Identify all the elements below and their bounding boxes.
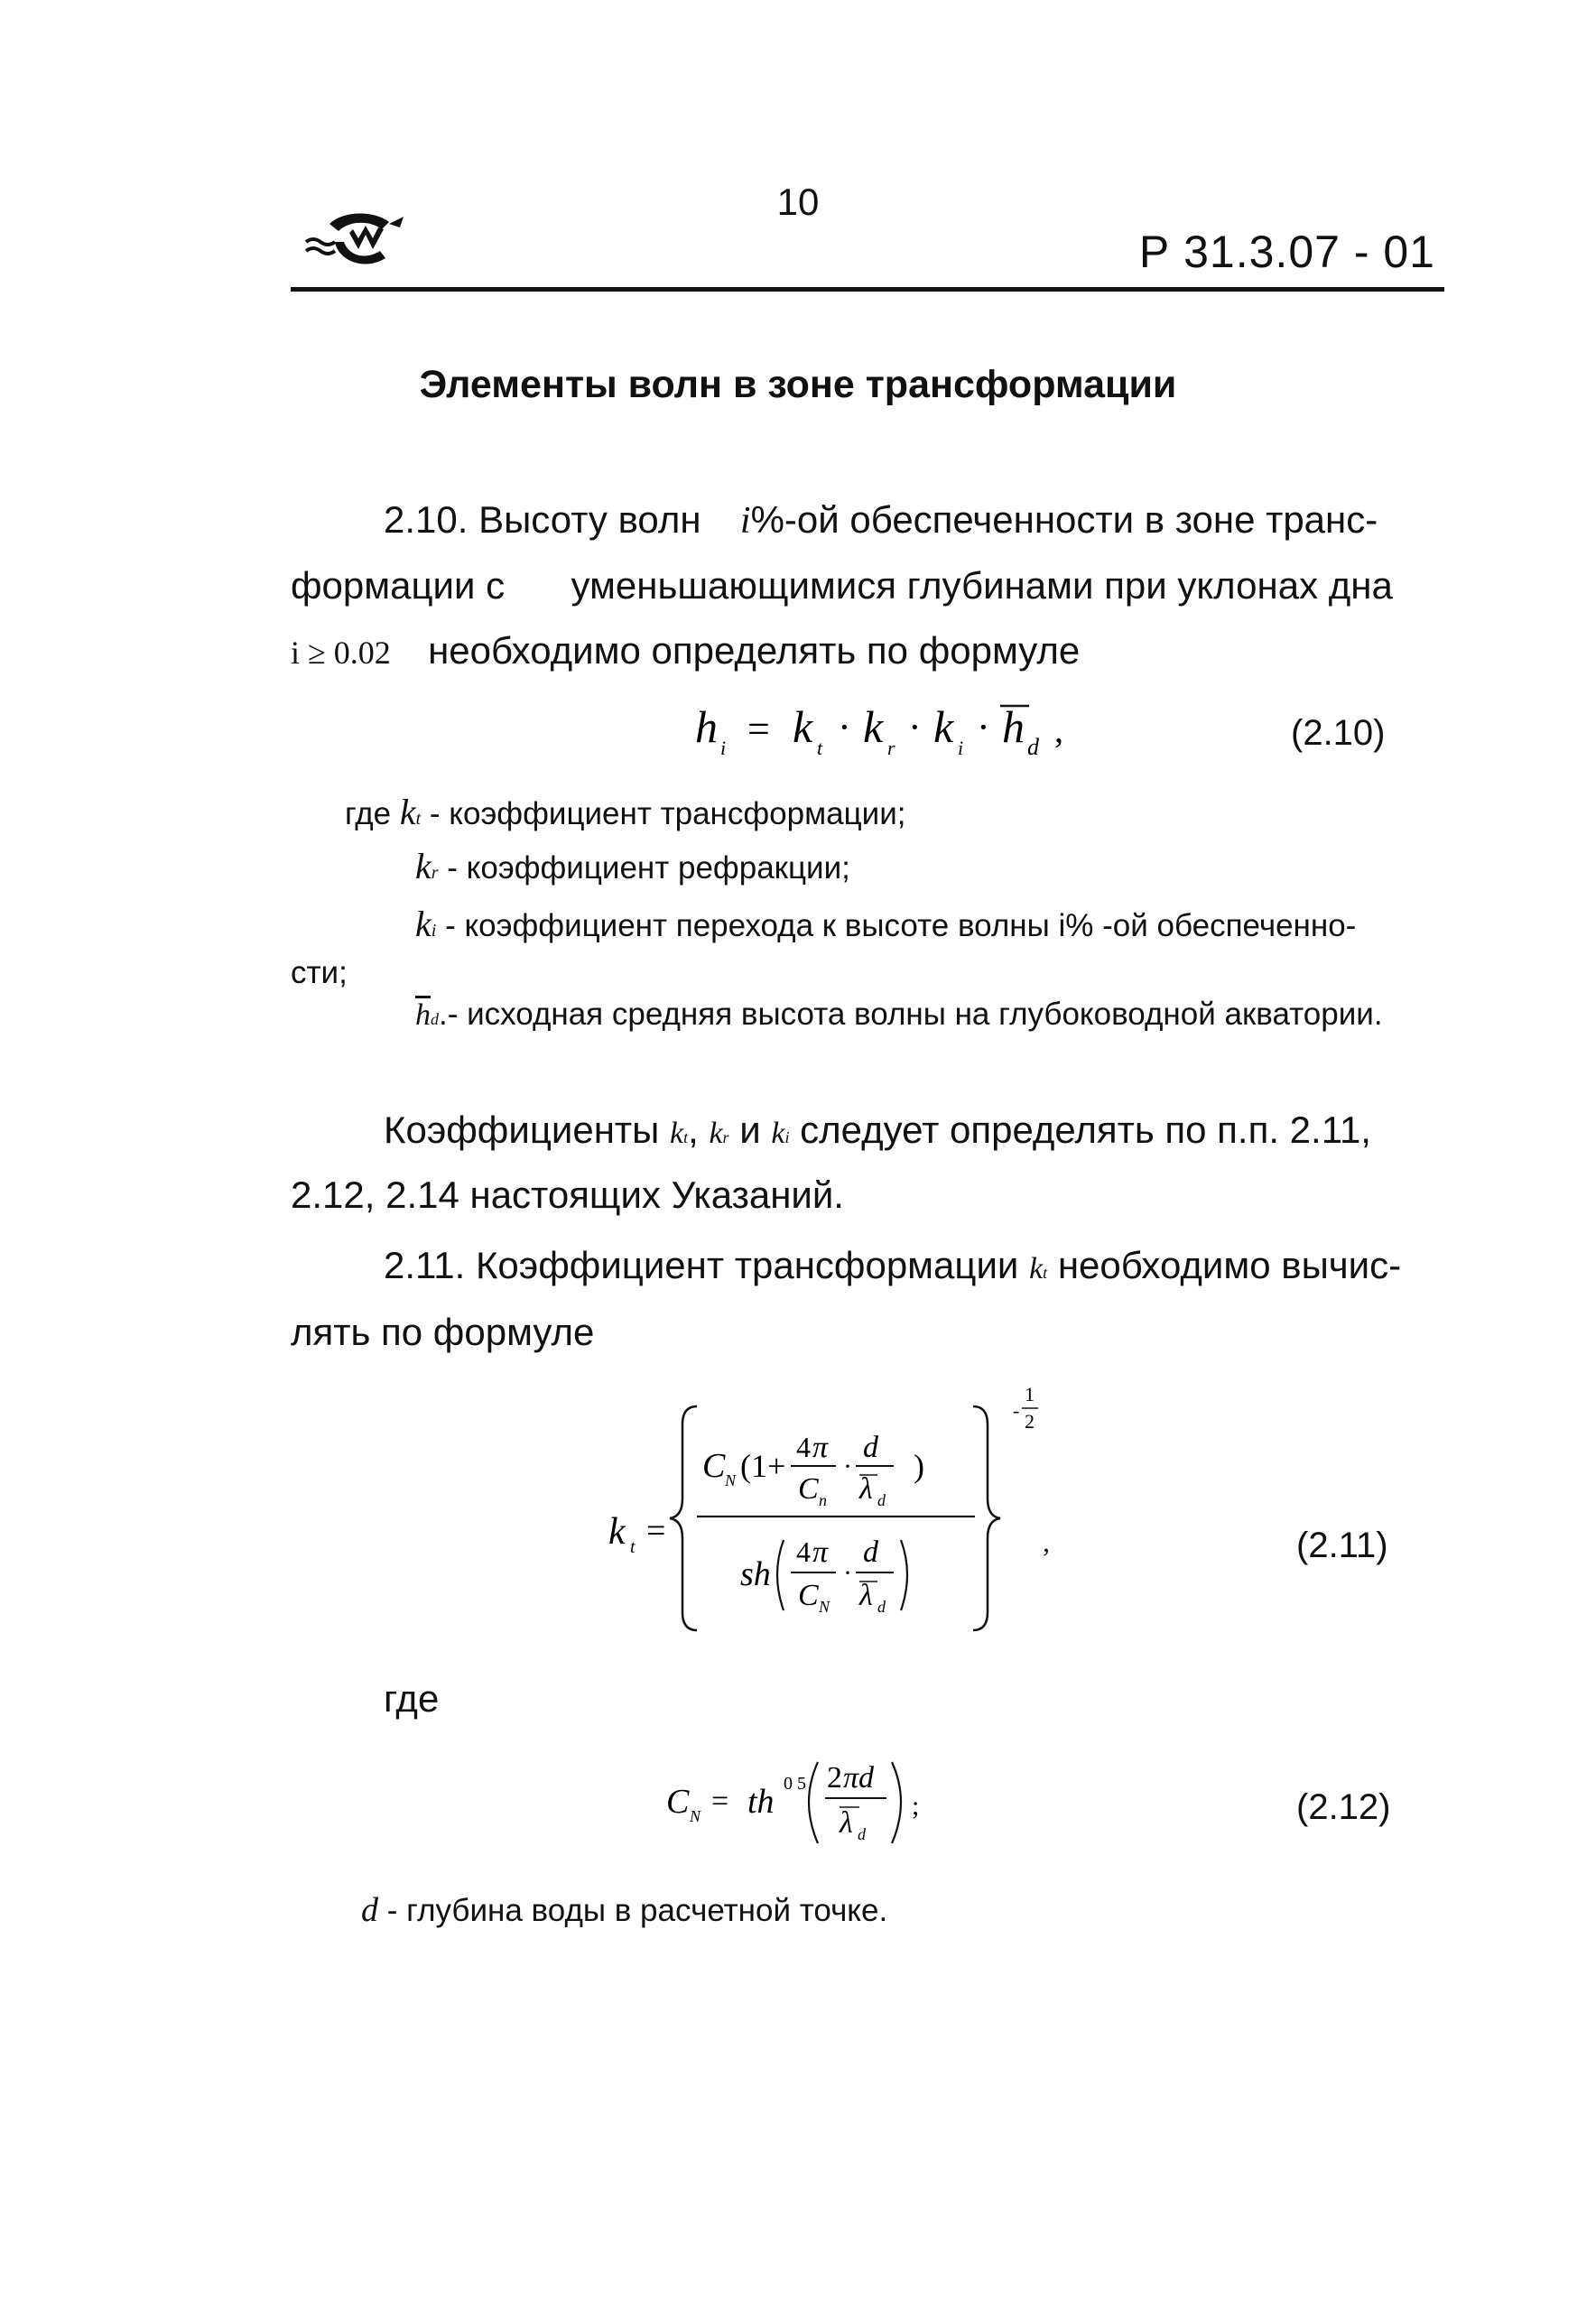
- svg-text:C: C: [702, 1447, 726, 1485]
- svg-text:n: n: [819, 1491, 827, 1509]
- svg-text:N: N: [819, 1598, 830, 1616]
- p211-line2: лять по формуле: [291, 1311, 595, 1353]
- equation-2-10: [686, 695, 1155, 767]
- p210-line1-start: 2.10. Высоту волн: [384, 498, 701, 541]
- svg-text:·: ·: [843, 1452, 852, 1481]
- def-ki: ki - коэффициент перехода к высоте волны i% -ой обеспеченно-: [415, 904, 1357, 944]
- p211-line1: 2.11. Коэффициент трансформации kt необходимо вычис-: [384, 1244, 1402, 1286]
- svg-text:r: r: [887, 737, 895, 759]
- svg-text:·: ·: [908, 705, 922, 749]
- equation-2-11: [596, 1381, 1065, 1652]
- svg-text:C: C: [666, 1783, 690, 1821]
- coef-line1-start: Коэффициенты: [384, 1108, 660, 1151]
- svg-text:1: 1: [1025, 1383, 1035, 1405]
- page-number: 10: [776, 181, 820, 223]
- svg-text:=: =: [747, 707, 770, 751]
- svg-text:=: =: [711, 1785, 729, 1818]
- equation-2-12: [659, 1742, 1002, 1860]
- svg-text:(1+: (1+: [740, 1448, 786, 1484]
- svg-text:π: π: [812, 1535, 829, 1569]
- svg-text:,: ,: [1054, 710, 1063, 750]
- svg-text:πd: πd: [843, 1761, 875, 1795]
- p210-line3-text: необходимо определять по формуле: [428, 629, 1081, 672]
- svg-text:-: -: [1013, 1399, 1020, 1422]
- var-d: d: [361, 1891, 378, 1929]
- svg-text:2: 2: [1025, 1410, 1035, 1433]
- p210-line3: [291, 629, 1080, 673]
- svg-text:): ): [914, 1448, 924, 1484]
- svg-text:h: h: [1002, 701, 1025, 752]
- p210-line1-end: %-ой обеспеченности в зоне транс-: [750, 498, 1378, 541]
- svg-text:;: ;: [912, 1791, 920, 1821]
- def-kt: где kt - коэффициент трансформации;: [345, 792, 906, 832]
- svg-text:d: d: [863, 1535, 878, 1569]
- svg-text:λ: λ: [859, 1472, 873, 1506]
- svg-text:4: 4: [796, 1535, 811, 1568]
- p210-line2-start: формации с: [291, 564, 506, 607]
- svg-text:=: =: [646, 1512, 666, 1550]
- coef-line2: 2.12, 2.14 настоящих Указаний.: [291, 1173, 844, 1216]
- def-d: [361, 1890, 887, 1930]
- def-d-text: - глубина воды в расчетной точке.: [386, 1893, 888, 1928]
- svg-text:0 5: 0 5: [784, 1774, 806, 1794]
- svg-text:k: k: [608, 1511, 626, 1553]
- svg-text:h: h: [695, 701, 718, 752]
- def-hd: $\overline{h}d.-$ исходная средняя высота волны на глубоководной акватории.: [415, 997, 1383, 1032]
- svg-text:2: 2: [827, 1761, 842, 1795]
- svg-text:C: C: [798, 1579, 819, 1612]
- svg-text:k: k: [863, 701, 884, 752]
- svg-text:λ: λ: [859, 1579, 873, 1612]
- svg-text:·: ·: [838, 705, 851, 749]
- svg-text:t: t: [630, 1537, 636, 1557]
- svg-text:N: N: [725, 1471, 737, 1489]
- p210-line2: [291, 564, 1393, 608]
- svg-text:d: d: [877, 1598, 886, 1616]
- svg-text:i: i: [958, 737, 964, 759]
- svg-text:λ: λ: [840, 1806, 853, 1840]
- equation-number-2-12: (2.12): [1296, 1787, 1391, 1827]
- def-hd-text: .- исходная средняя высота волны на глубоководной акватории.: [439, 997, 1383, 1032]
- section-title: Элементы волн в зоне трансформации: [419, 363, 1177, 406]
- coef-line1-end: следует определять по п.п. 2.11,: [800, 1108, 1371, 1151]
- svg-text:·: ·: [977, 705, 990, 749]
- def-ki-text: - коэффициент перехода к высоте волны i% -ой обеспеченно-: [445, 908, 1357, 943]
- svg-text:C: C: [798, 1472, 819, 1506]
- svg-text:th: th: [747, 1783, 775, 1821]
- svg-text:d: d: [877, 1491, 886, 1509]
- def-kt-text: - коэффициент трансформации;: [429, 796, 906, 831]
- svg-text:k: k: [933, 701, 954, 752]
- coef-line1: Коэффициенты kt, kr и ki следует определять по п.п. 2.11,: [384, 1108, 1371, 1151]
- svg-text:t: t: [817, 737, 823, 759]
- def-kr: kr - коэффициент рефракции;: [415, 846, 850, 886]
- where-label-2: где: [384, 1677, 440, 1720]
- def-ki-continuation: сти;: [291, 955, 348, 990]
- def-kr-text: - коэффициент рефракции;: [447, 850, 850, 886]
- equation-number-2-11: (2.11): [1296, 1526, 1388, 1565]
- eq211-comma: ,: [1043, 1526, 1050, 1558]
- equation-number-2-10: (2.10): [1291, 713, 1386, 753]
- svg-text:d: d: [858, 1825, 866, 1843]
- svg-text:d: d: [863, 1431, 878, 1464]
- p210-line1: [384, 498, 1378, 543]
- coef-and: и: [739, 1108, 761, 1151]
- header-rule: [291, 287, 1444, 292]
- coef-sep: ,: [688, 1108, 699, 1151]
- p210-line2-end: уменьшающимися глубинами при уклонах дна: [571, 564, 1393, 607]
- svg-text:i: i: [720, 737, 727, 759]
- svg-text:π: π: [812, 1431, 829, 1464]
- p211-line1-start: 2.11. Коэффициент трансформации: [384, 1244, 1019, 1286]
- svg-text:N: N: [690, 1807, 701, 1825]
- svg-text:d: d: [1027, 734, 1039, 760]
- document-code: Р 31.3.07 - 01: [1138, 227, 1435, 277]
- svg-text:4: 4: [796, 1431, 811, 1463]
- p211-line1-end: необходимо вычис-: [1057, 1244, 1402, 1286]
- svg-text:sh: sh: [740, 1555, 771, 1593]
- svg-text:k: k: [793, 701, 813, 752]
- slope-condition: i ≥ 0.02: [291, 635, 391, 671]
- var-i: i: [739, 500, 751, 542]
- svg-text:·: ·: [843, 1558, 852, 1588]
- where-label: где: [345, 796, 392, 831]
